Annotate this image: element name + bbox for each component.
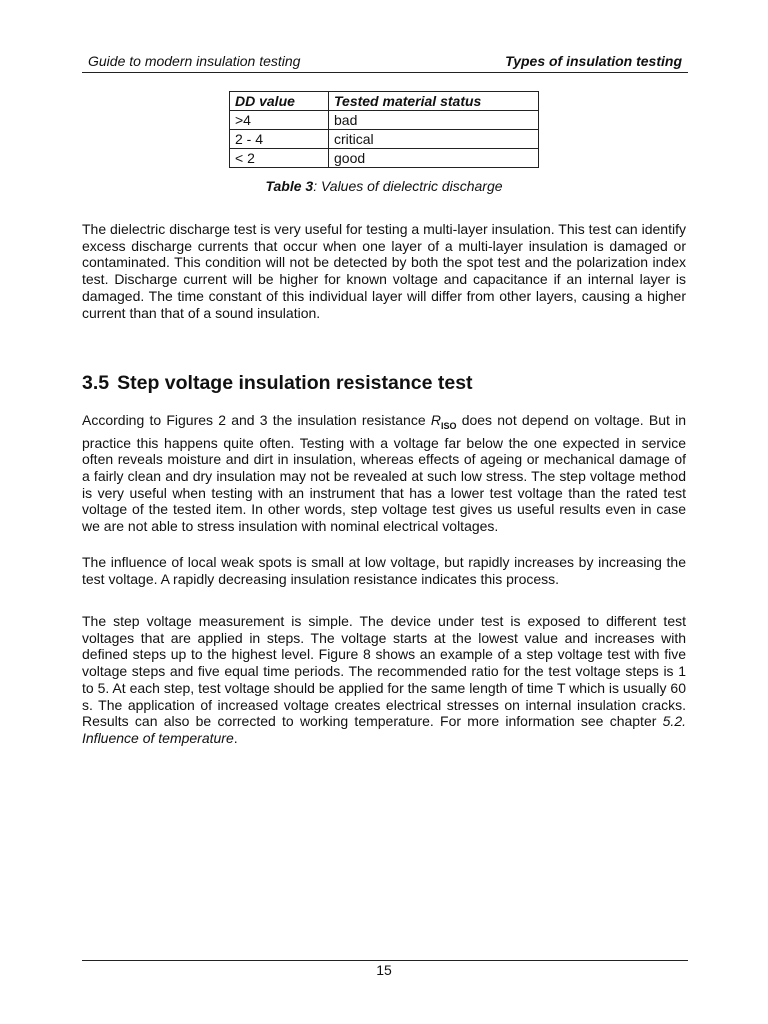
resistance-symbol [430,412,457,431]
table-caption-label: Table 3 [265,178,314,194]
step-voltage-paragraph-2: The influence of local weak spots is small at low voltage, but rapidly increases by increasing the test voltage. A rapidly decreasing insulation resistance indicates this process. [82,554,686,587]
step-voltage-paragraph-3 [82,613,686,747]
section-heading [82,372,473,395]
paragraph-text: . [233,729,238,746]
header-document-title: Guide to modern insulation testing [88,53,301,69]
table-header-dd-value: DD value [230,92,329,111]
table-header-material-status: Tested material status [329,92,539,111]
table-row [230,149,539,168]
table-row [230,111,539,130]
table-cell-status: critical [329,130,539,149]
table-caption-text: : Values of dielectric discharge [313,178,503,194]
table-caption [0,178,768,194]
resistance-symbol-letter: R [430,412,441,428]
step-voltage-paragraph-1 [82,412,686,535]
table-cell-dd-value: 2 - 4 [230,130,329,149]
footer-divider [82,960,688,961]
paragraph-text: According to Figures 2 and 3 the insulation resistance [82,412,431,428]
paragraph-text: does not depend on voltage. But in practice this happens quite often. Testing with a voltage far below the one expected in service often reveals moisture and dirt in insulation, whereas effects of ageing or mechanical damage of a fairly clean and dry insulation may not be revealed at such low stress. The step voltage method is very useful when testing with an instrument that has a lower test voltage than the rated test voltage of the tested item. In other words, step voltage test gives us useful results even in case we are not able to stress insulation with nominal electrical voltages. [82,412,686,535]
dielectric-discharge-table [229,91,539,168]
resistance-symbol-subscript: ISO [440,420,457,431]
table-row [230,130,539,149]
section-number: 3.5 [82,372,110,394]
chapter-reference: 5.2. Influence of temperature [82,713,686,746]
table-header-row [230,92,539,111]
paragraph-text: The step voltage measurement is simple. The device under test is exposed to different test voltages that are applied in steps. The voltage starts at the lowest value and increases with defined steps up to the highest level. Figure 8 shows an example of a step voltage test with five voltage steps and five equal time periods. The recommended ratio for the test voltage steps is 1 to 5. At each step, test voltage should be applied for the same length of time T which is usually 60 s. The application of increased voltage creates electrical stresses on internal insulation cracks. Results can also be corrected to working temperature. For more information see chapter [82,613,686,730]
table-cell-dd-value: < 2 [230,149,329,168]
section-title: Step voltage insulation resistance test [117,372,473,394]
table-cell-dd-value: >4 [230,111,329,130]
table-cell-status: bad [329,111,539,130]
dielectric-discharge-paragraph: The dielectric discharge test is very useful for testing a multi-layer insulation. This test can identify excess discharge currents that occur when one layer of a multi-layer insulation is damaged or contaminated. This condition will not be detected by both the spot test and the polarization index test. Discharge current will be higher for known voltage and capacitance if an internal layer is damaged. The time constant of this individual layer will differ from other layers, causing a higher current than that of a sound insulation. [82,221,686,321]
page-number: 15 [376,962,392,978]
table-cell-status: good [329,149,539,168]
page-header [82,52,688,73]
header-chapter-title: Types of insulation testing [505,53,682,69]
